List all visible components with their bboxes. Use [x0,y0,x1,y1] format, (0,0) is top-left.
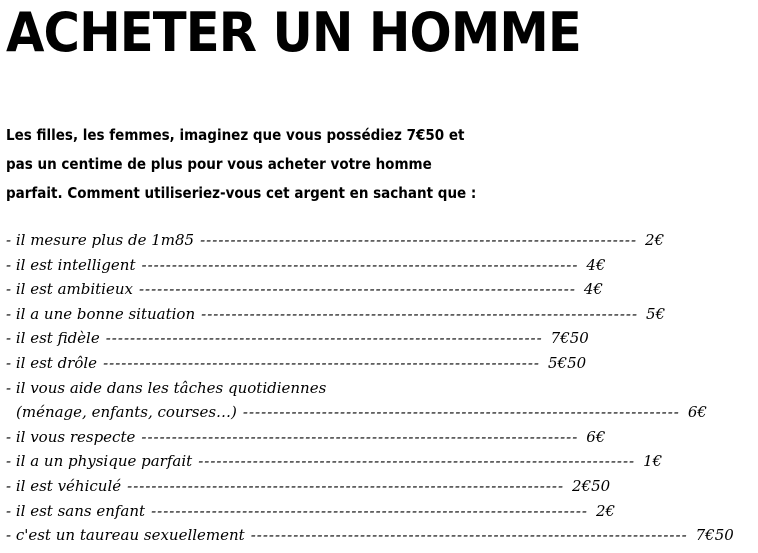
price-list [6,228,734,548]
list-item [6,351,586,376]
item-price: 4€ [586,255,606,274]
list-item [6,523,734,548]
item-label: - il est intelligent [6,255,136,274]
dash-leader: ------------------------------------------------------------------------ [250,526,688,545]
dash-leader: ------------------------------------------------------------------------ [141,255,579,274]
item-price: 2€ [595,501,616,520]
item-label: (ménage, enfants, courses…) [16,403,237,422]
list-item [6,228,665,253]
item-price: 6€ [687,403,707,422]
list-item [6,253,606,278]
list-item [6,425,606,450]
intro-line: parfait. Comment utiliseriez-vous cet argent en sachant que : [6,184,477,202]
item-price: 1€ [643,452,663,471]
list-item [6,449,663,474]
item-label: - il est sans enfant [6,501,146,520]
item-price: 7€50 [550,329,589,348]
dash-leader: ------------------------------------------------------------------------ [127,476,565,495]
list-item [6,326,589,351]
intro-line: pas un centime de plus pour vous acheter votre homme [6,155,432,173]
list-item [6,400,707,425]
dash-leader: ------------------------------------------------------------------------ [151,501,588,520]
page-title: ACHETER UN HOMME [6,1,581,64]
intro-paragraph [6,121,581,208]
dash-leader: ------------------------------------------------------------------------ [138,280,576,299]
item-label: - il a une bonne situation [6,304,196,323]
dash-leader: ------------------------------------------------------------------------ [242,403,680,422]
item-price: 2€50 [572,476,611,495]
item-price: 4€ [583,280,603,299]
item-label: - il est drôle [6,353,98,372]
item-label: - il vous aide dans les tâches quotidiennes [6,378,327,397]
dash-leader: ------------------------------------------------------------------------ [105,329,543,348]
list-item [6,376,586,401]
item-price: 6€ [586,427,606,446]
list-item [6,499,616,524]
dash-leader: ------------------------------------------------------------------------ [201,304,639,323]
dash-leader: ------------------------------------------------------------------------ [198,452,636,471]
item-label: - il est fidèle [6,329,100,348]
dash-leader: ------------------------------------------------------------------------ [200,231,638,249]
item-price: 5€ [646,304,666,323]
item-label: - il mesure plus de 1m85 [6,231,195,249]
list-item [6,302,666,327]
list-item [6,474,611,499]
item-label: - c'est un taureau sexuellement [6,526,245,545]
item-label: - il a un physique parfait [6,452,193,471]
item-price: 2€ [645,231,665,249]
item-price: 7€50 [695,526,734,545]
intro-line: Les filles, les femmes, imaginez que vous possédiez 7€50 et [6,126,465,144]
dash-leader: ------------------------------------------------------------------------ [141,427,579,446]
list-item [6,277,603,302]
item-label: - il vous respecte [6,427,136,446]
item-label: - il est ambitieux [6,280,133,299]
item-label: - il est véhiculé [6,476,122,495]
item-price: 5€50 [547,353,587,372]
dash-leader: ------------------------------------------------------------------------ [103,353,540,372]
